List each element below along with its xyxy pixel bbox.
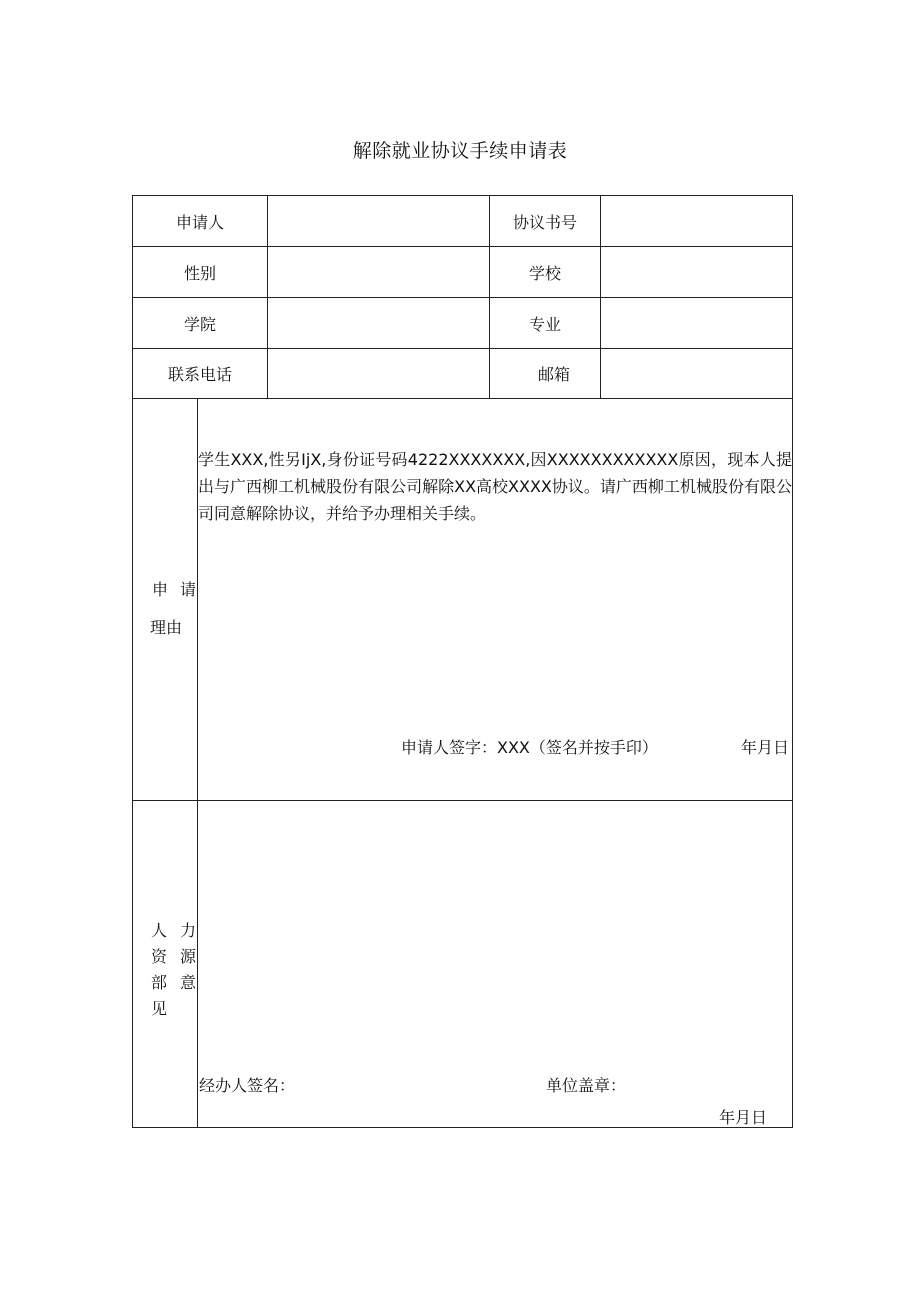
hr-label-char: 意 — [180, 973, 197, 992]
hr-label-char: 资 — [151, 947, 168, 966]
hr-label-char: 源 — [180, 947, 197, 966]
hr-date: 年月日 — [719, 1108, 768, 1127]
major-value[interactable] — [601, 298, 792, 348]
hr-label-char: 部 — [151, 973, 168, 992]
gender-value[interactable] — [268, 247, 489, 297]
school-value[interactable] — [601, 247, 792, 297]
school-label: 学校 — [528, 263, 561, 283]
email-value[interactable] — [601, 349, 792, 398]
reason-text[interactable]: 学生XXX,性另IjX,身份证号码4222XXXXXXX,因XXXXXXXXXXXX原因，现本人提出与广西柳工机械股份有限公司解除XX高校XXXX协议。请广西柳工机械股份有限公司同意解除协议，并给予办理相关手续。 — [198, 450, 792, 523]
agreement-number-label: 协议书号 — [512, 212, 577, 232]
email-label: 邮箱 — [537, 365, 570, 384]
applicant-label: 申请人 — [175, 212, 224, 232]
phone-value[interactable] — [268, 349, 489, 398]
row-divider — [132, 398, 793, 399]
row-divider — [132, 800, 793, 801]
major-label: 专业 — [528, 314, 561, 334]
gender-label: 性别 — [183, 263, 216, 283]
reason-label-char: 申 — [152, 580, 169, 599]
reason-label-char: 请 — [180, 580, 197, 599]
agreement-number-value[interactable] — [601, 196, 792, 246]
hr-label-char: 人 — [151, 921, 168, 940]
college-label: 学院 — [183, 314, 216, 334]
reason-date: 年月日 — [741, 738, 790, 757]
page-title: 解除就业协议手续申请表 — [352, 140, 568, 162]
hr-label-char: 力 — [180, 921, 197, 940]
hr-label-char: 见 — [151, 999, 168, 1018]
reason-label: 理由 — [150, 618, 183, 637]
handler-signature-label: 经办人签名： — [199, 1076, 296, 1095]
applicant-signature: 申请人签字：XXX（签名并按手印） — [401, 738, 658, 757]
applicant-value[interactable] — [268, 196, 489, 246]
phone-label: 联系电话 — [167, 365, 232, 384]
unit-seal-label: 单位盖章： — [546, 1076, 627, 1095]
college-value[interactable] — [268, 298, 489, 348]
